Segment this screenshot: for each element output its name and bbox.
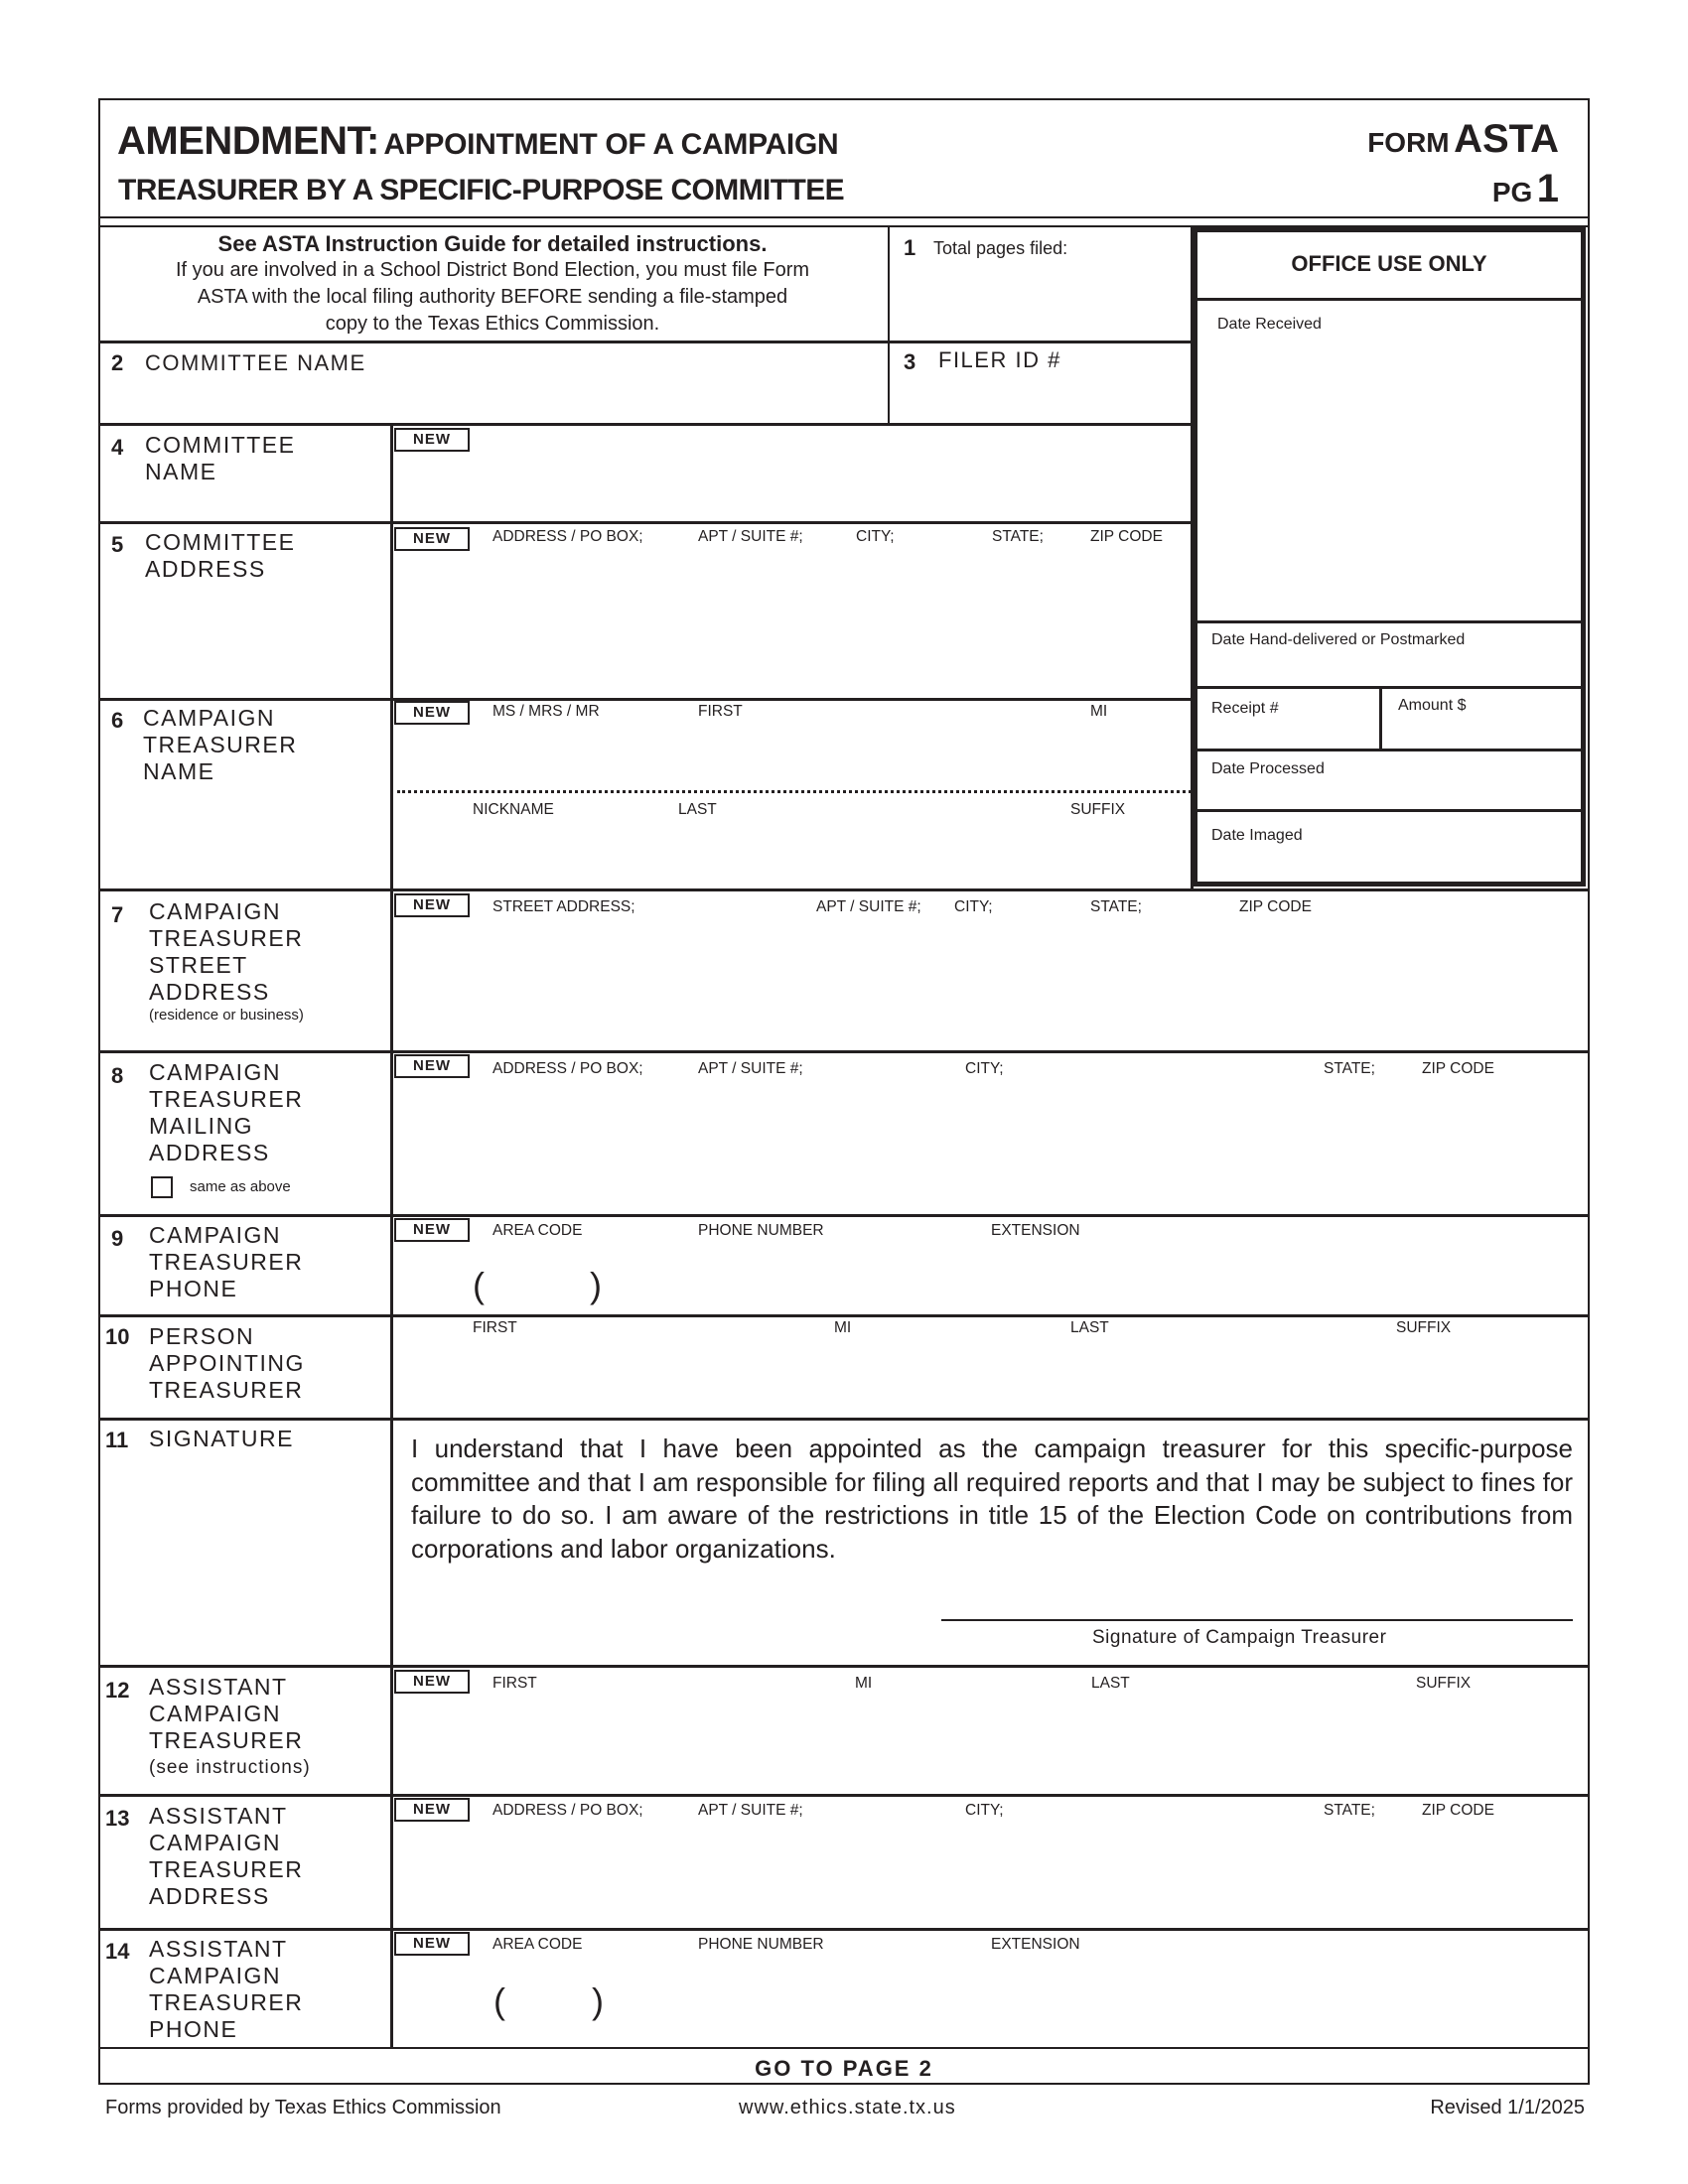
committee-address-field[interactable] [394, 552, 1189, 696]
section-8-label: CAMPAIGN TREASURER MAILING ADDRESS [149, 1059, 304, 1165]
col-mi: MI [855, 1675, 873, 1692]
new-marker-14: NEW [394, 1932, 470, 1956]
new-marker-9: NEW [394, 1218, 470, 1242]
area-code-open-paren: ( [473, 1265, 485, 1305]
area-code-close-paren: ) [592, 1980, 604, 2021]
col-city: CITY; [965, 1802, 1004, 1819]
section-6-label: CAMPAIGN TREASURER NAME [143, 705, 298, 784]
date-received-label: Date Received [1217, 316, 1322, 333]
col-area-code: AREA CODE [492, 1222, 583, 1239]
office-use-title: OFFICE USE ONLY [1291, 251, 1487, 276]
section-12-label: ASSISTANT CAMPAIGN TREASURER [149, 1674, 304, 1753]
treasurer-mailing-field[interactable] [394, 1084, 1586, 1211]
new-marker-4: NEW [394, 428, 470, 452]
section-1-number: 1 [904, 235, 916, 260]
col-address: ADDRESS / PO BOX; [492, 1060, 643, 1077]
new-marker-12: NEW [394, 1670, 470, 1694]
col-address: ADDRESS / PO BOX; [492, 1802, 643, 1819]
instructions-line1: If you are involved in a School District Bond Election, you must file Form [175, 259, 810, 281]
title-line2: TREASURER BY A SPECIFIC-PURPOSE COMMITTEE [118, 174, 845, 206]
filer-id-label: FILER ID # [938, 347, 1061, 372]
footer-website[interactable]: www.ethics.state.tx.us [739, 2097, 956, 2118]
col-phone-number: PHONE NUMBER [698, 1936, 824, 1953]
col-first: FIRST [473, 1319, 517, 1336]
section-12-number: 12 [105, 1678, 130, 1703]
same-as-above-checkbox[interactable] [151, 1176, 173, 1198]
signature-statement: I understand that I have been appointed as the campaign treasurer for this specific-purpose committee and that I am responsible for filing all required reports and that I may be subject to fines for failure to do so. I am aware of the restrictions in title 15 of the Election Code on contributions from corporations and labor organizations. [411, 1433, 1573, 1564]
amendment-label: AMENDMENT: [117, 119, 379, 163]
section-7-note: (residence or business) [149, 1007, 304, 1024]
section-13-number: 13 [105, 1806, 130, 1831]
new-marker-8: NEW [394, 1054, 470, 1078]
col-nickname: NICKNAME [473, 801, 554, 818]
section-7-label: CAMPAIGN TREASURER STREET ADDRESS [149, 898, 304, 1005]
section-2-number: 2 [111, 350, 124, 375]
col-zip: ZIP CODE [1422, 1802, 1494, 1819]
assistant-name-field[interactable] [394, 1696, 1586, 1792]
col-extension: EXTENSION [991, 1936, 1080, 1953]
col-last: LAST [1070, 1319, 1109, 1336]
treasurer-street-field[interactable] [394, 923, 1586, 1047]
total-pages-label: Total pages filed: [933, 238, 1068, 258]
form-title [117, 119, 838, 164]
receipt-label: Receipt # [1211, 700, 1279, 717]
section-13-label: ASSISTANT CAMPAIGN TREASURER ADDRESS [149, 1803, 304, 1909]
section-7-number: 7 [111, 902, 124, 927]
date-hand-delivered-label: Date Hand-delivered or Postmarked [1211, 631, 1466, 648]
col-mi: MI [1090, 703, 1108, 720]
col-first: FIRST [492, 1675, 537, 1692]
section-5-number: 5 [111, 532, 124, 557]
area-code-close-paren: ) [590, 1265, 602, 1305]
committee-name-label: COMMITTEE NAME [145, 350, 366, 375]
instructions-line3: copy to the Texas Ethics Commission. [325, 313, 660, 335]
col-state: STATE; [1324, 1060, 1375, 1077]
treasurer-phone-field[interactable] [394, 1243, 1586, 1312]
col-address: ADDRESS / PO BOX; [492, 528, 643, 545]
section-6-number: 6 [111, 708, 124, 733]
signature-caption: Signature of Campaign Treasurer [1092, 1627, 1387, 1648]
col-street: STREET ADDRESS; [492, 898, 635, 915]
col-last: LAST [678, 801, 717, 818]
footer-revised: Revised 1/1/2025 [1430, 2097, 1585, 2118]
instructions-line2: ASTA with the local filing authority BEFORE sending a file-stamped [197, 286, 788, 308]
section-14-label: ASSISTANT CAMPAIGN TREASURER PHONE [149, 1936, 304, 2042]
pg-word: PG [1491, 177, 1533, 207]
section-3-number: 3 [904, 349, 916, 374]
footer-left: Forms provided by Texas Ethics Commission [105, 2097, 501, 2118]
page-indicator [1492, 167, 1559, 211]
date-imaged-label: Date Imaged [1211, 827, 1303, 844]
treasurer-name-field[interactable] [394, 725, 1189, 884]
col-mi: MI [834, 1319, 852, 1336]
section-11-label: SIGNATURE [149, 1426, 294, 1451]
date-processed-label: Date Processed [1211, 760, 1325, 777]
col-first: FIRST [698, 703, 743, 720]
section-14-number: 14 [105, 1939, 130, 1964]
col-suffix: SUFFIX [1416, 1675, 1472, 1692]
section-8-number: 8 [111, 1063, 124, 1088]
section-10-number: 10 [105, 1324, 130, 1349]
section-11-number: 11 [105, 1428, 129, 1452]
col-apt: APT / SUITE #; [698, 1060, 803, 1077]
section-12-note: (see instructions) [149, 1757, 311, 1778]
amount-label: Amount $ [1398, 697, 1467, 714]
col-zip: ZIP CODE [1090, 528, 1163, 545]
new-marker-5: NEW [394, 527, 470, 551]
committee-name-new-field[interactable] [477, 427, 1187, 518]
col-city: CITY; [965, 1060, 1004, 1077]
col-phone-number: PHONE NUMBER [698, 1222, 824, 1239]
col-extension: EXTENSION [991, 1222, 1080, 1239]
assistant-phone-field[interactable] [394, 1958, 1586, 2045]
section-5-label: COMMITTEE ADDRESS [145, 529, 296, 582]
new-marker-7: NEW [394, 893, 470, 917]
form-code-value: ASTA [1454, 117, 1559, 161]
col-apt: APT / SUITE #; [698, 528, 803, 545]
col-zip: ZIP CODE [1239, 898, 1312, 915]
signature-line[interactable] [941, 1578, 1573, 1618]
new-marker-6: NEW [394, 701, 470, 725]
col-area-code: AREA CODE [492, 1936, 583, 1953]
col-apt: APT / SUITE #; [816, 898, 921, 915]
instructions-bold: See ASTA Instruction Guide for detailed instructions. [217, 231, 768, 256]
col-state: STATE; [992, 528, 1044, 545]
section-9-label: CAMPAIGN TREASURER PHONE [149, 1222, 304, 1301]
go-to-page-2: GO TO PAGE 2 [755, 2056, 933, 2081]
col-state: STATE; [1090, 898, 1142, 915]
title-line1: APPOINTMENT OF A CAMPAIGN [383, 128, 839, 161]
new-marker-13: NEW [394, 1798, 470, 1822]
person-appointing-field[interactable] [394, 1340, 1586, 1415]
col-state: STATE; [1324, 1802, 1375, 1819]
pg-num: 1 [1536, 167, 1559, 210]
form-code [1367, 117, 1559, 162]
col-last: LAST [1091, 1675, 1130, 1692]
col-title: MS / MRS / MR [492, 703, 600, 720]
col-city: CITY; [856, 528, 895, 545]
section-9-number: 9 [111, 1226, 124, 1251]
col-suffix: SUFFIX [1070, 801, 1126, 818]
section-4-number: 4 [111, 435, 124, 460]
col-city: CITY; [954, 898, 993, 915]
section-4-label: COMMITTEE NAME [145, 432, 296, 484]
same-as-above-label: same as above [190, 1178, 291, 1195]
instructions-block [102, 230, 883, 338]
col-zip: ZIP CODE [1422, 1060, 1494, 1077]
assistant-address-field[interactable] [394, 1825, 1586, 1926]
section-10-label: PERSON APPOINTING TREASURER [149, 1323, 305, 1403]
col-suffix: SUFFIX [1396, 1319, 1452, 1336]
area-code-open-paren: ( [493, 1980, 505, 2021]
form-word: FORM [1367, 127, 1450, 158]
col-apt: APT / SUITE #; [698, 1802, 803, 1819]
